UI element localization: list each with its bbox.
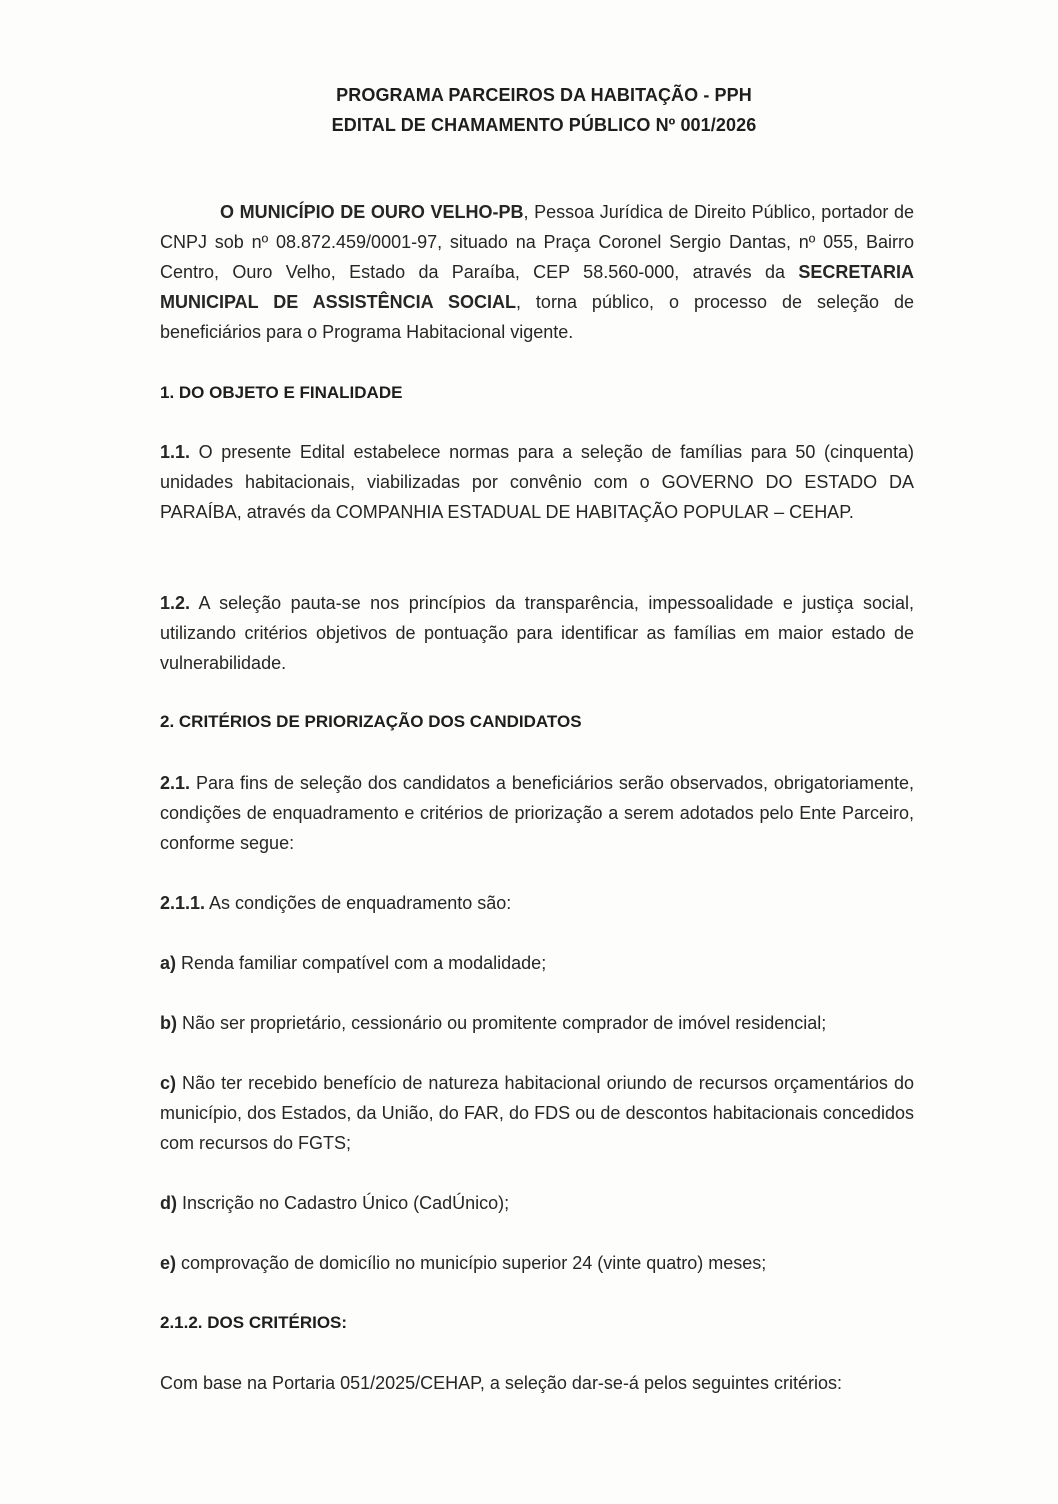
paragraph-text: Para fins de seleção dos candidatos a beneficiários serão observados, obrigatoriamente, condições de enquadramento e critérios de priorização a serem adotados pelo Ente Parceiro, conforme segue: [160, 773, 914, 853]
paragraph-1-1 [160, 437, 914, 527]
list-item-e [160, 1248, 914, 1278]
item-label: a) [160, 953, 177, 973]
paragraph-number: 1.2. [160, 593, 191, 613]
item-text: Renda familiar compatível com a modalidade; [176, 953, 547, 973]
program-title: PROGRAMA PARCEIROS DA HABITAÇÃO - PPH [336, 85, 752, 105]
section-1-heading: 1. DO OBJETO E FINALIDADE [160, 383, 403, 402]
edital-title: EDITAL DE CHAMAMENTO PÚBLICO Nº 001/2026 [331, 115, 757, 135]
secretaria-name: SECRETARIA MUNICIPAL DE ASSISTÊNCIA SOCIAL [160, 262, 914, 312]
criteria-intro: Com base na Portaria 051/2025/CEHAP, a seleção dar-se-á pelos seguintes critérios: [160, 1373, 843, 1393]
paragraph-text: As condições de enquadramento são: [205, 893, 512, 913]
paragraph-number: 1.1. [160, 442, 191, 462]
document-title [0, 80, 1058, 140]
item-text: comprovação de domicílio no município superior 24 (vinte quatro) meses; [176, 1253, 767, 1273]
paragraph-2-1 [160, 768, 914, 858]
list-item-a [160, 948, 914, 978]
paragraph-text: O presente Edital estabelece normas para a seleção de famílias para 50 (cinquenta) unidades habitacionais, viabilizadas por convênio com o GOVERNO DO ESTADO DA PARAÍBA, através da COMPANHIA ESTADUAL DE HABITAÇÃO POPULAR – CEHAP. [160, 442, 914, 522]
item-label: d) [160, 1193, 177, 1213]
list-item-b [160, 1008, 914, 1038]
item-label: e) [160, 1253, 177, 1273]
section-2-heading: 2. CRITÉRIOS DE PRIORIZAÇÃO DOS CANDIDATOS [160, 712, 582, 731]
intro-text-1: , Pessoa Jurídica de Direito Público, portador de CNPJ sob nº 08.872.459/0001-97, situado na Praça Coronel Sergio Dantas, nº 055, Bairro Centro, Ouro Velho, Estado da Paraíba, CEP 58.560-000, através da [160, 202, 914, 282]
intro-text-2: , torna público, o processo de seleção de beneficiários para o Programa Habitacional vigente. [160, 292, 914, 342]
paragraph-1-2 [160, 588, 914, 678]
paragraph-2-1-1 [160, 888, 914, 918]
item-text: Inscrição no Cadastro Único (CadÚnico); [177, 1193, 510, 1213]
paragraph-text: A seleção pauta-se nos princípios da transparência, impessoalidade e justiça social, utilizando critérios objetivos de pontuação para identificar as famílias em maior estado de vulnerabilidade. [160, 593, 914, 673]
paragraph-number: 2.1.1. [160, 893, 206, 913]
item-label: b) [160, 1013, 177, 1033]
entity-name: O MUNICÍPIO DE OURO VELHO-PB [220, 202, 524, 222]
criteria-heading: 2.1.2. DOS CRITÉRIOS: [160, 1313, 348, 1332]
list-item-c [160, 1068, 914, 1158]
item-label: c) [160, 1073, 177, 1093]
list-item-d [160, 1188, 914, 1218]
item-text: Não ser proprietário, cessionário ou promitente comprador de imóvel residencial; [177, 1013, 827, 1033]
intro-paragraph [160, 197, 914, 347]
paragraph-number: 2.1. [160, 773, 191, 793]
item-text: Não ter recebido benefício de natureza habitacional oriundo de recursos orçamentários do município, dos Estados, da União, do FAR, do FDS ou de descontos habitacionais concedidos com recursos do FGTS; [160, 1073, 914, 1153]
